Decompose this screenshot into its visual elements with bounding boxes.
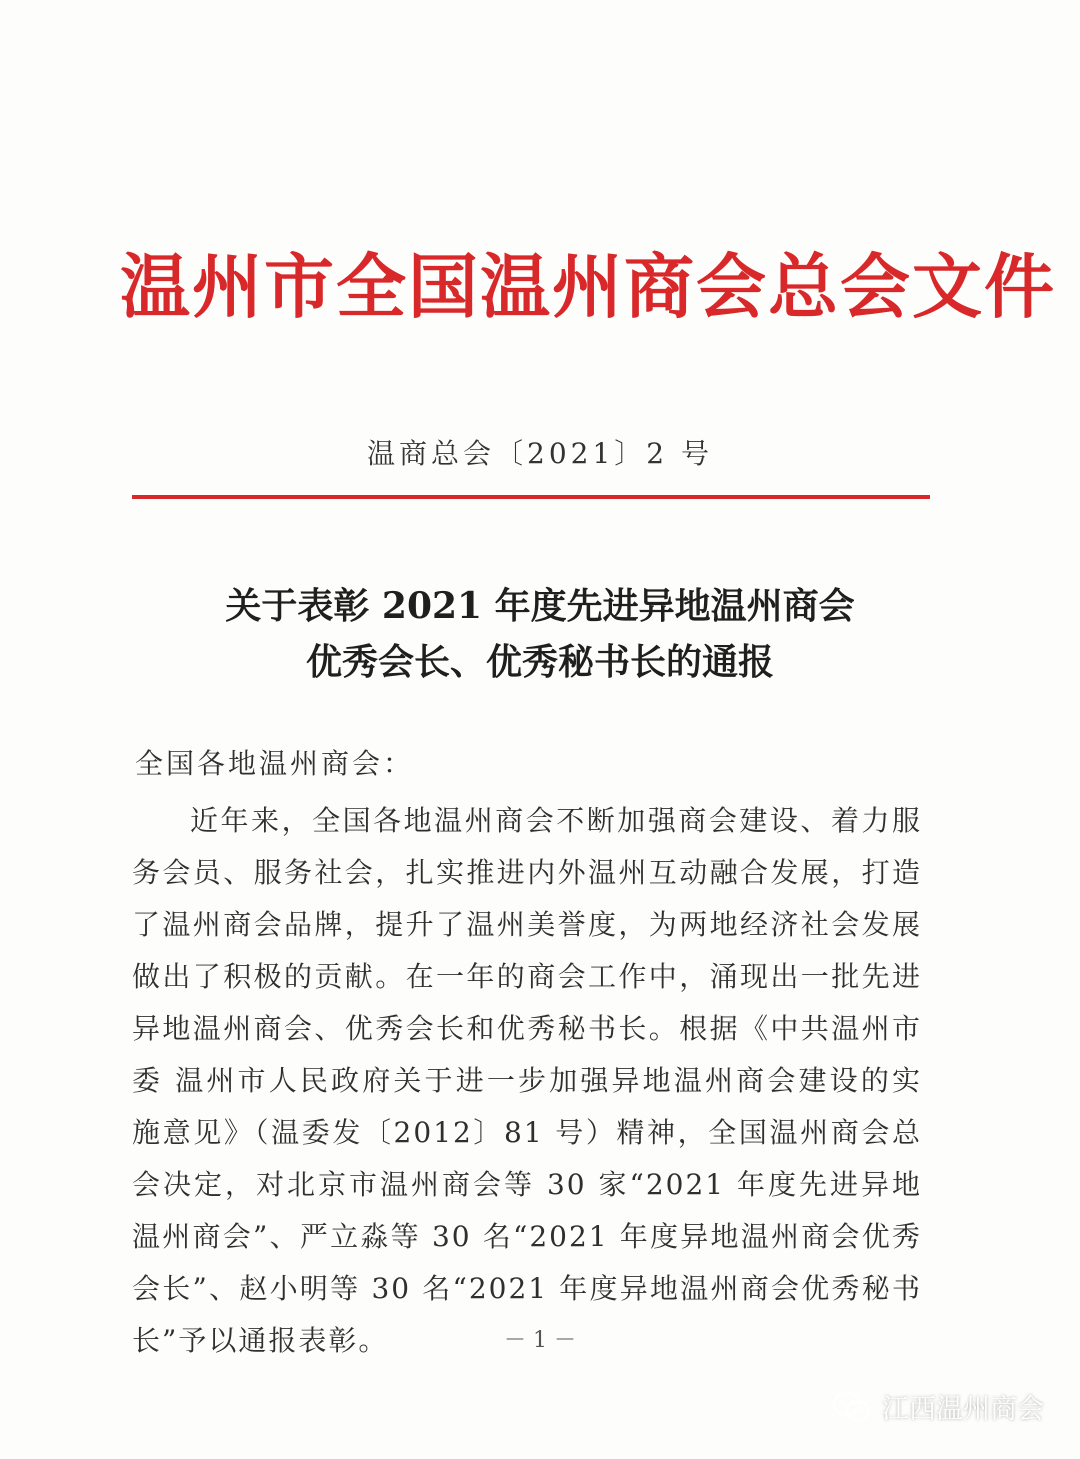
notice-title-line-2: 优秀会长、优秀秘书长的通报: [305, 641, 774, 683]
notice-title-line-1: 关于表彰 2021 年度先进异地温州商会: [225, 585, 855, 627]
document-number: 温商总会〔2021〕2 号: [367, 437, 713, 470]
watermark-label: 江西温州商会: [882, 1394, 1044, 1425]
salutation: 全国各地温州商会：: [135, 747, 415, 780]
source-watermark: [832, 1387, 1044, 1426]
notice-title: [0, 578, 1080, 690]
body-paragraph: 近年来，全国各地温州商会不断加强商会建设、着力服务会员、服务社会，扎实推进内外温州互动融合发展，打造了温州商会品牌，提升了温州美誉度，为两地经济社会发展做出了积极的贡献。在一年的商会工作中，涌现出一批先进异地温州商会、优秀会长和优秀秘书长。根据《中共温州市委 温州市人民政府关于进一步加强异地温州商会建设的实施意见》（温委发〔2012〕81 号）精神，全国温州商会总会决定，对北京市温州商会等 30 家“2021 年度先进异地温州商会”、严立淼等 30 名“2021 年度异地温州商会优秀会长”、赵小明等 30 名“2021 年度异地温州商会优秀秘书长”予以通报表彰。: [132, 804, 922, 1357]
wechat-icon: [832, 1391, 872, 1423]
masthead-title: 温州市全国温州商会总会文件: [120, 246, 1056, 328]
red-divider-line: [132, 495, 930, 499]
page-number: － 1 －: [504, 1328, 576, 1353]
